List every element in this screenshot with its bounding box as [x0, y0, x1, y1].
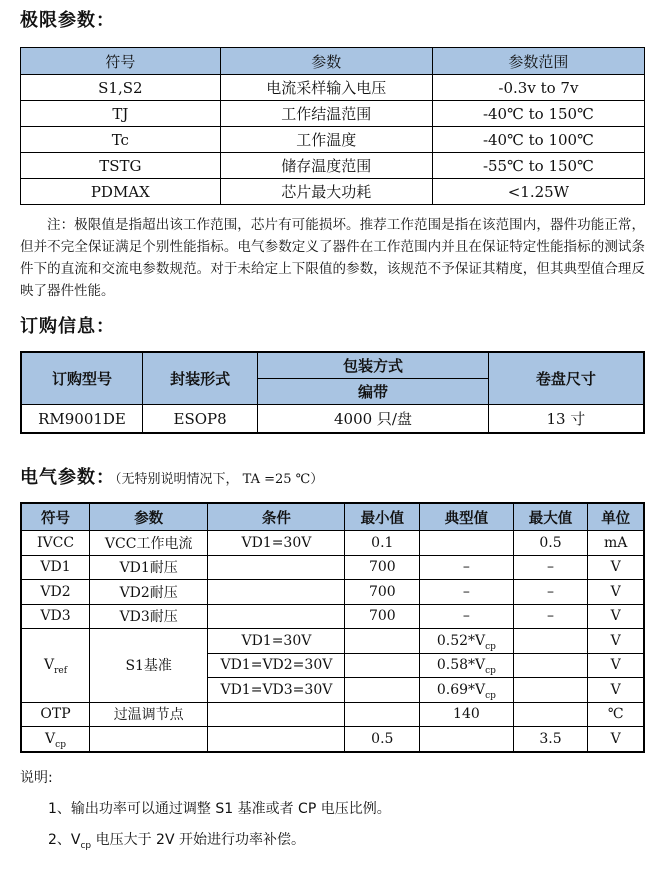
cell-reel: 13 寸 — [488, 405, 644, 434]
cell-min: 700 — [345, 580, 420, 605]
cell-condition: VD1=30V — [208, 531, 345, 556]
cell-max: – — [513, 555, 588, 580]
cell-unit: V — [588, 678, 644, 703]
cell-typ: $0.52*V_{cp}$ — [420, 629, 513, 654]
cell-min — [345, 629, 420, 654]
order-data-row — [21, 405, 644, 434]
elec-row-vd1 — [21, 555, 644, 580]
cell-unit: V — [588, 629, 644, 654]
cell-max: 3.5 — [513, 727, 588, 752]
cell-condition — [208, 604, 345, 629]
cell-max: – — [513, 604, 588, 629]
elec-row-ivcc — [21, 531, 644, 556]
note-item-1: 1、输出功率可以通过调整 S1 基准或者 CP 电压比例。 — [48, 800, 391, 817]
limit-col-range: 参数范围 — [432, 48, 644, 75]
elec-col-symbol: 符号 — [21, 503, 90, 531]
cell-packing: 4000 只/盘 — [258, 405, 489, 434]
cell-condition: VD1=VD3=30V — [208, 678, 345, 703]
cell-typ: – — [420, 604, 513, 629]
cell-parameter: 电流采样输入电压 — [220, 75, 432, 101]
limit-note-paragraph: 注：极限值是指超出该工作范围，芯片有可能损坏。推荐工作范围是指在该范围内，器件功能正常，但并不完全保证满足个别性能指标。电气参数定义了器件在工作范围内并且在保证特定性能指标的测试条件下的直流和交流电参数规范。对于未给定上下限值的参数，该规范不予保证其精度，但其典型值合理反映了器件性能。 — [20, 217, 645, 299]
cell-condition — [208, 702, 345, 727]
cell-symbol: PDMAX — [21, 179, 221, 205]
elec-col-min: 最小值 — [345, 503, 420, 531]
cell-max — [513, 629, 588, 654]
cell-range: -0.3v to 7v — [432, 75, 644, 101]
cell-typ: $0.69*V_{cp}$ — [420, 678, 513, 703]
order-col-reel: 卷盘尺寸 — [488, 352, 644, 405]
order-section-title: 订购信息： — [20, 316, 115, 337]
elec-col-typ: 典型值 — [420, 503, 513, 531]
cell-parameter — [90, 727, 208, 752]
elec-col-parameter: 参数 — [90, 503, 208, 531]
order-col-packing-sub: 编带 — [258, 379, 489, 405]
cell-max — [513, 702, 588, 727]
limit-row-tj — [21, 101, 645, 127]
cell-unit: V — [588, 727, 644, 752]
order-header-row-top — [21, 352, 644, 379]
limit-col-parameter: 参数 — [220, 48, 432, 75]
ordering-info-table — [20, 351, 645, 434]
cell-range: -55℃ to 150℃ — [432, 153, 644, 179]
electrical-title-condition: （无特别说明情况下， TA =25 ℃） — [115, 472, 324, 487]
cell-parameter: VCC工作电流 — [90, 531, 208, 556]
cell-typ — [420, 727, 513, 752]
cell-max — [513, 653, 588, 678]
electrical-section-title — [20, 465, 645, 493]
cell-symbol: S1,S2 — [21, 75, 221, 101]
cell-symbol-vref: $V_{ref}$ — [21, 629, 90, 703]
limit-table-header-row — [21, 48, 645, 75]
cell-package: ESOP8 — [142, 405, 257, 434]
elec-col-max: 最大值 — [513, 503, 588, 531]
cell-min: 0.5 — [345, 727, 420, 752]
electrical-parameters-table — [20, 502, 645, 753]
cell-condition — [208, 555, 345, 580]
cell-typ — [420, 531, 513, 556]
elec-col-condition: 条件 — [208, 503, 345, 531]
elec-row-vcp — [21, 727, 644, 752]
cell-parameter-vref: S1基准 — [90, 629, 208, 703]
cell-min: 0.1 — [345, 531, 420, 556]
cell-condition: VD1=VD2=30V — [208, 653, 345, 678]
cell-typ: – — [420, 580, 513, 605]
order-col-packing: 包装方式 — [258, 352, 489, 379]
cell-min: 700 — [345, 604, 420, 629]
elec-row-vd3 — [21, 604, 644, 629]
cell-min — [345, 653, 420, 678]
cell-parameter: 过温调节点 — [90, 702, 208, 727]
limit-col-symbol: 符号 — [21, 48, 221, 75]
cell-min — [345, 678, 420, 703]
order-col-package: 封装形式 — [142, 352, 257, 405]
cell-typ: $0.58*V_{cp}$ — [420, 653, 513, 678]
elec-row-otp — [21, 702, 644, 727]
cell-symbol: TSTG — [21, 153, 221, 179]
cell-symbol: VD2 — [21, 580, 90, 605]
cell-parameter: VD2耐压 — [90, 580, 208, 605]
cell-unit: V — [588, 653, 644, 678]
cell-typ: 140 — [420, 702, 513, 727]
cell-symbol: TJ — [21, 101, 221, 127]
notes-title: 说明: — [20, 769, 53, 786]
cell-max: – — [513, 580, 588, 605]
cell-parameter: 工作温度 — [220, 127, 432, 153]
cell-unit: V — [588, 580, 644, 605]
cell-symbol: VD1 — [21, 555, 90, 580]
order-col-model: 订购型号 — [21, 352, 142, 405]
limit-row-pdmax — [21, 179, 645, 205]
cell-min: 700 — [345, 555, 420, 580]
cell-symbol-vcp: $V_{cp}$ — [21, 727, 90, 752]
cell-min — [345, 702, 420, 727]
elec-col-unit: 单位 — [588, 503, 644, 531]
elec-header-row — [21, 503, 644, 531]
cell-symbol: IVCC — [21, 531, 90, 556]
cell-max — [513, 678, 588, 703]
limit-row-tstg — [21, 153, 645, 179]
cell-condition: VD1=30V — [208, 629, 345, 654]
cell-parameter: VD3耐压 — [90, 604, 208, 629]
cell-unit: V — [588, 604, 644, 629]
cell-symbol: VD3 — [21, 604, 90, 629]
cell-unit: V — [588, 555, 644, 580]
cell-condition — [208, 727, 345, 752]
cell-model: RM9001DE — [21, 405, 142, 434]
cell-parameter: 工作结温范围 — [220, 101, 432, 127]
limit-row-tc — [21, 127, 645, 153]
cell-range: -40℃ to 150℃ — [432, 101, 644, 127]
cell-parameter: 芯片最大功耗 — [220, 179, 432, 205]
cell-symbol: Tc — [21, 127, 221, 153]
cell-parameter: 储存温度范围 — [220, 153, 432, 179]
cell-typ: – — [420, 555, 513, 580]
elec-row-vref-1 — [21, 629, 644, 654]
electrical-title-text: 电气参数： — [20, 467, 115, 488]
cell-unit: mA — [588, 531, 644, 556]
note-item-2: 2、$V_{cp}$ 电压大于 2V 开始进行功率补偿。 — [48, 831, 305, 851]
cell-range: -40℃ to 100℃ — [432, 127, 644, 153]
limit-parameters-table — [20, 47, 645, 205]
elec-row-vd2 — [21, 580, 644, 605]
cell-symbol: OTP — [21, 702, 90, 727]
cell-max: 0.5 — [513, 531, 588, 556]
cell-parameter: VD1耐压 — [90, 555, 208, 580]
limit-section-title: 极限参数： — [20, 10, 115, 31]
cell-range: <1.25W — [432, 179, 644, 205]
limit-row-s1s2 — [21, 75, 645, 101]
cell-condition — [208, 580, 345, 605]
cell-unit: ℃ — [588, 702, 644, 727]
